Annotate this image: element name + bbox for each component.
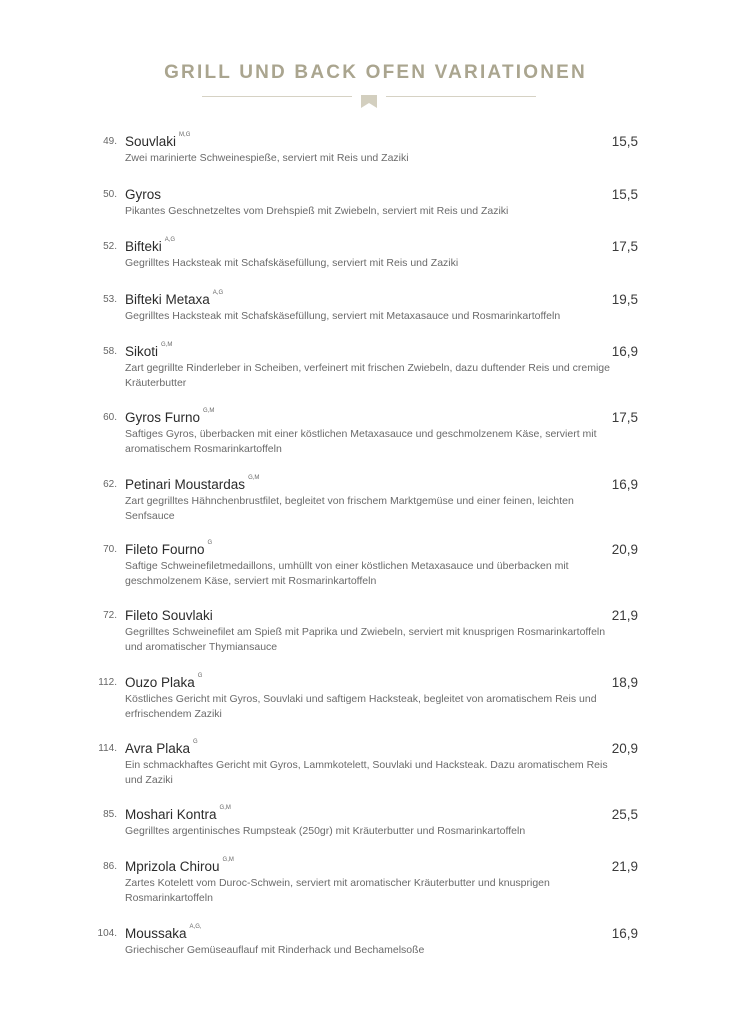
item-number: 52. bbox=[103, 241, 117, 252]
item-number: 62. bbox=[103, 479, 117, 490]
item-description: Griechischer Gemüseauflauf mit Rinderhack und Bechamelsoße bbox=[125, 944, 425, 956]
item-description: Gegrilltes argentinisches Rumpsteak (250gr) mit Kräuterbutter und Rosmarinkartoffeln bbox=[125, 825, 526, 837]
item-name: Sikoti $^{G,M}$ bbox=[125, 342, 173, 359]
item-name: Fileto Fourno $^G$ bbox=[125, 540, 213, 557]
item-description: Zart gegrillte Rinderleber in Scheiben, verfeinert mit frischen Zwiebeln, dazu duftender Reis und cremige Kräuterbutter bbox=[125, 362, 610, 389]
item-number: 72. bbox=[103, 610, 117, 621]
item-description: Zwei marinierte Schweinespieße, serviert mit Reis und Zaziki bbox=[125, 152, 409, 164]
item-number: 112. bbox=[98, 677, 117, 688]
item-number: 86. bbox=[103, 861, 117, 872]
allergen-codes: G bbox=[197, 673, 203, 679]
item-description: Gegrilltes Hacksteak mit Schafskäsefüllung, serviert mit Reis und Zaziki bbox=[125, 257, 459, 269]
item-price: 16,9 bbox=[611, 477, 638, 492]
item-price: 16,9 bbox=[611, 344, 638, 359]
item-price: 25,5 bbox=[611, 807, 638, 822]
allergen-codes: G bbox=[207, 540, 213, 546]
item-number: 53. bbox=[103, 294, 117, 305]
item-description: Zart gegrilltes Hähnchenbrustfilet, begleitet von frischem Marktgemüse und einer feinen, leichten Senfsauce bbox=[125, 495, 574, 522]
item-number: 58. bbox=[103, 346, 117, 357]
item-number: 85. bbox=[103, 809, 117, 820]
item-name: Petinari Moustardas $^{G,M}$ bbox=[125, 475, 260, 492]
allergen-codes: G,M bbox=[222, 857, 234, 863]
item-description: Köstliches Gericht mit Gyros, Souvlaki und saftigem Hacksteak, begleitet von aromatischem Reis und erfrischendem Zaziki bbox=[125, 693, 597, 720]
item-number: 50. bbox=[103, 189, 117, 200]
item-name: Avra Plaka $^G$ bbox=[125, 739, 198, 756]
item-name: Bifteki Metaxa $^{A,G}$ bbox=[125, 290, 224, 307]
allergen-codes: A,G, bbox=[189, 924, 202, 930]
item-name: Fileto Souvlaki bbox=[125, 608, 213, 623]
allergen-codes: A,G bbox=[212, 290, 224, 296]
item-description: Gegrilltes Schweinefilet am Spieß mit Paprika und Zwiebeln, serviert mit knusprigen Rosmarinkartoffeln und aromatischer Thymiansauce bbox=[125, 626, 606, 653]
allergen-codes: G bbox=[193, 739, 198, 745]
item-number: 70. bbox=[103, 544, 117, 555]
allergen-codes: G,M bbox=[203, 408, 215, 414]
item-price: 17,5 bbox=[611, 410, 638, 425]
item-price: 15,5 bbox=[611, 134, 638, 149]
item-name: Moussaka $^{A,G,}$ bbox=[125, 924, 202, 941]
allergen-codes: G,M bbox=[161, 342, 173, 348]
item-number: 49. bbox=[103, 136, 117, 147]
item-price: 21,9 bbox=[611, 859, 638, 874]
item-price: 20,9 bbox=[611, 542, 638, 557]
page-title: GRILL UND BACK OFEN VARIATIONEN bbox=[164, 62, 587, 83]
item-name: Ouzo Plaka $^G$ bbox=[125, 673, 203, 690]
item-price: 15,5 bbox=[611, 187, 638, 202]
item-price: 17,5 bbox=[611, 239, 638, 254]
item-description: Saftiges Gyros, überbacken mit einer köstlichen Metaxasauce und geschmolzenem Käse, serviert mit aromatischem Rosmarinkartoffeln bbox=[125, 428, 597, 455]
item-number: 104. bbox=[97, 928, 117, 939]
allergen-codes: G,M bbox=[219, 805, 231, 811]
allergen-codes: M,G bbox=[179, 132, 191, 138]
item-description: Pikantes Geschnetzeltes vom Drehspieß mit Zwiebeln, serviert mit Reis und Zaziki bbox=[125, 205, 509, 217]
allergen-codes: A,G bbox=[164, 237, 176, 243]
item-name: Moshari Kontra $^{G,M}$ bbox=[125, 805, 231, 822]
item-name: Souvlaki $^{M,G}$ bbox=[125, 132, 191, 149]
item-number: 114. bbox=[98, 743, 117, 754]
item-price: 21,9 bbox=[611, 608, 638, 623]
item-number: 60. bbox=[103, 412, 117, 423]
item-name: Bifteki $^{A,G}$ bbox=[125, 237, 176, 254]
allergen-codes: G,M bbox=[248, 475, 260, 481]
item-price: 20,9 bbox=[611, 741, 638, 756]
item-name: Gyros Furno $^{G,M}$ bbox=[125, 408, 215, 425]
item-description: Gegrilltes Hacksteak mit Schafskäsefüllung, serviert mit Metaxasauce und Rosmarinkartoffeln bbox=[125, 310, 561, 322]
item-description: Ein schmackhaftes Gericht mit Gyros, Lammkotelett, Souvlaki und Hacksteak. Dazu aromatischem Reis und Zaziki bbox=[125, 759, 608, 786]
item-description: Zartes Kotelett vom Duroc-Schwein, serviert mit aromatischer Kräuterbutter und knusprigen Rosmarinkartoffeln bbox=[125, 877, 550, 904]
item-name: Mprizola Chirou $^{G,M}$ bbox=[125, 857, 234, 874]
item-price: 16,9 bbox=[611, 926, 638, 941]
item-description: Saftige Schweinefiletmedaillons, umhüllt von einer köstlichen Metaxasauce und überbacken mit geschmolzenem Käse, serviert mit Rosmarinkartoffeln bbox=[125, 560, 569, 587]
item-price: 18,9 bbox=[611, 675, 638, 690]
item-name: Gyros bbox=[125, 187, 162, 202]
item-price: 19,5 bbox=[611, 292, 638, 307]
